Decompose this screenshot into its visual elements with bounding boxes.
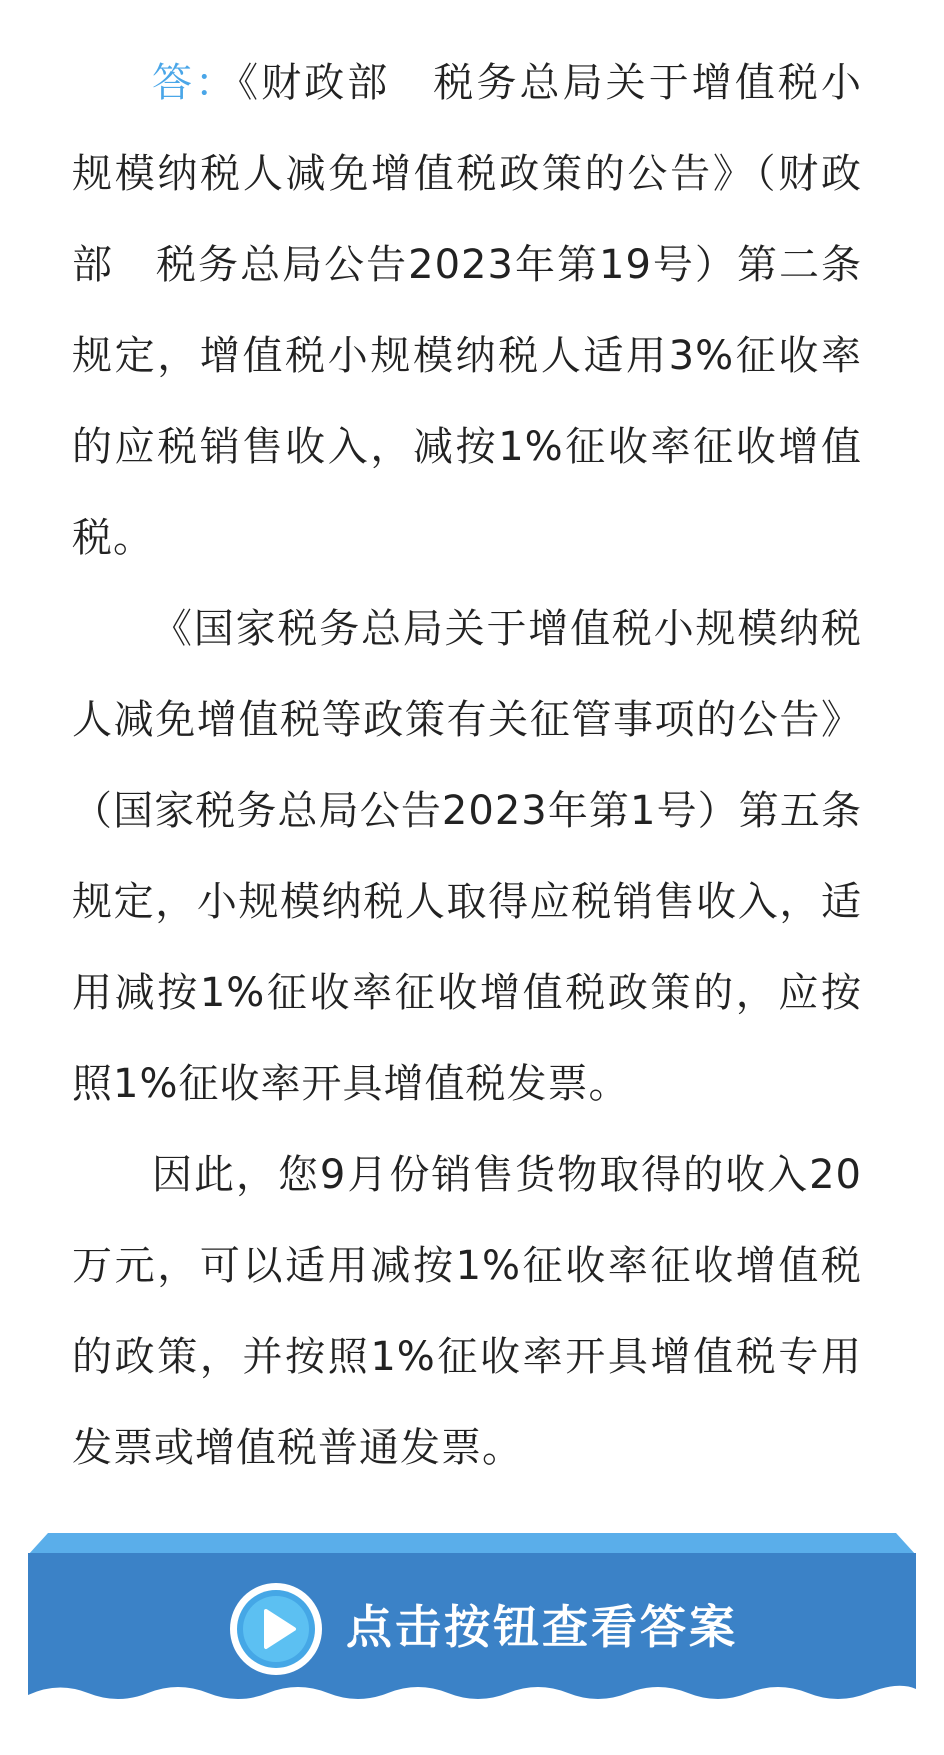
answer-label: 答： [152, 60, 239, 106]
answer-paragraph-1 [72, 38, 862, 584]
play-icon[interactable] [228, 1581, 324, 1677]
answer-paragraph-3: 因此，您9月份销售货物取得的收入20万元，可以适用减按1%征收率征收增值税的政策，并按照1%征收率开具增值税专用发票或增值税普通发票。 [72, 1152, 862, 1471]
answer-article [72, 38, 862, 1494]
view-answer-button[interactable] [28, 1533, 916, 1723]
answer-paragraph-1-text: 《财政部 税务总局关于增值税小规模纳税人减免增值税政策的公告》（财政部 税务总局公告2023年第19号）第二条规定，增值税小规模纳税人适用3%征收率的应税销售收入，减按1%征收率征收增值税。 [72, 60, 862, 561]
answer-paragraph-2: 《国家税务总局关于增值税小规模纳税人减免增值税等政策有关征管事项的公告》（国家税务总局公告2023年第1号）第五条规定，小规模纳税人取得应税销售收入，适用减按1%征收率征收增值税政策的，应按照1%征收率开具增值税发票。 [72, 606, 862, 1107]
view-answer-label: 点击按钮查看答案 [346, 1600, 738, 1654]
